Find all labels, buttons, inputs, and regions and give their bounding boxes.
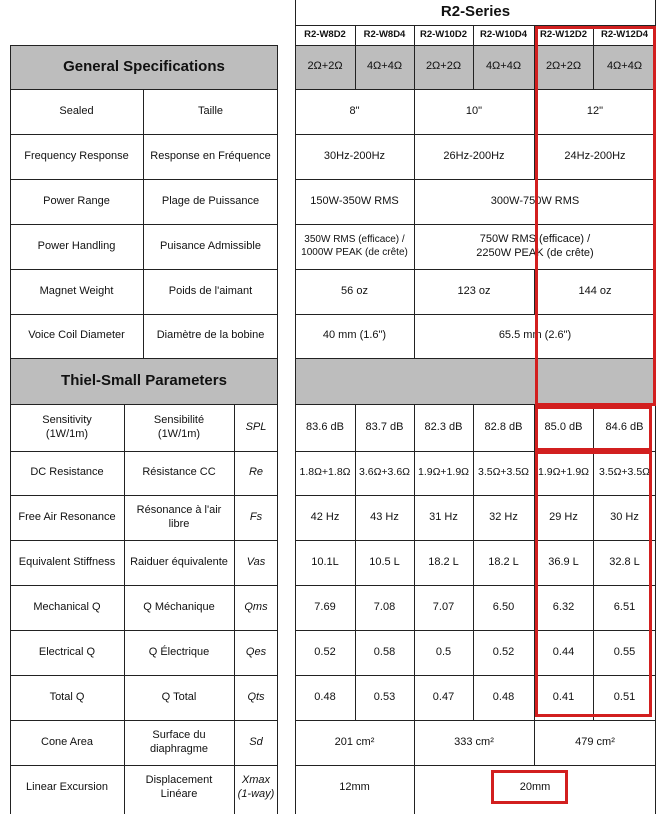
thiele-params-title: Thiel-Small Parameters [61,371,227,389]
thiele-symbol: Qes [245,645,267,658]
param-value: 0.52 [314,645,336,658]
general-label-en: Frequency Response [24,149,129,162]
spec-value: 123 oz [457,284,491,297]
general-label-fr: Puisance Admissible [160,239,261,252]
param-value: 29 Hz [549,510,578,523]
param-value: 32 Hz [489,510,518,523]
spec-value: 12" [586,104,604,117]
param-value: 83.7 dB [365,420,404,433]
param-value: 10.1L [311,555,339,568]
spec-value: 300W-750W RMS [490,194,580,207]
thiele-label-en: Equivalent Stiffness [18,555,116,568]
param-value: 479 cm² [575,735,615,748]
model-impedance: 2Ω+2Ω [545,60,582,73]
thiele-label-en: Linear Excursion [26,780,108,793]
general-label-fr: Response en Fréquence [150,149,271,162]
general-label-fr: Plage de Puissance [161,194,260,207]
param-value: 0.41 [552,690,575,703]
thiele-label-fr: Displacement Linéare [145,773,213,800]
param-value: 18.2 L [488,555,519,568]
param-value: 0.48 [314,690,336,703]
thiele-symbol: Re [248,466,264,479]
model-name: R2-W8D2 [304,29,346,41]
model-name: R2-W10D2 [420,29,467,41]
param-value: 1.9Ω+1.9Ω [417,466,470,479]
param-value: 3.6Ω+3.6Ω [358,466,411,479]
spec-value: 26Hz-200Hz [443,149,505,162]
thiele-label-fr: Raiduer équivalente [130,555,228,568]
param-value: 36.9 L [548,555,579,568]
param-value: 333 cm² [454,735,494,748]
general-label-en: Power Range [43,194,110,207]
thiele-label-fr: Surface du diaphragme [149,728,209,755]
thiele-label-fr: Q Méchanique [143,600,215,613]
model-name: R2-W8D4 [363,29,406,41]
thiele-symbol: Qms [244,600,268,613]
spec-value: 10" [465,104,483,117]
param-value: 10.5 L [369,555,400,568]
param-value: 31 Hz [429,510,458,523]
thiele-symbol: Vas [246,555,266,568]
param-value: 0.52 [492,645,515,658]
param-value: 85.0 dB [544,420,583,433]
param-value: 3.5Ω+3.5Ω [477,466,530,479]
model-name: R2-W10D4 [480,29,527,41]
param-value: 0.51 [613,690,636,703]
spec-value: 150W-350W RMS [310,194,399,207]
param-value: 20mm [519,780,551,793]
spec-value: 30Hz-200Hz [323,149,386,162]
general-label-fr: Diamètre de la bobine [156,329,265,342]
param-value: 0.5 [435,645,452,658]
spec-value: 144 oz [578,284,612,297]
thiele-label-en: Cone Area [41,735,93,748]
param-value: 3.5Ω+3.5Ω [598,466,651,479]
param-value: 0.58 [373,645,396,658]
param-value: 6.32 [552,600,575,613]
model-impedance: 2Ω+2Ω [425,60,462,73]
param-value: 42 Hz [310,510,340,523]
param-value: 82.8 dB [484,420,523,433]
param-value: 0.47 [432,690,455,703]
general-label-en: Sealed [59,104,94,117]
general-label-fr: Poids de l'aimant [168,284,253,297]
thiele-label-en: Electrical Q [38,645,96,658]
param-value: 12mm [339,780,370,793]
param-value: 82.3 dB [424,420,463,433]
spec-value: 65.5 mm (2.6") [498,329,572,342]
model-name: R2-W12D4 [601,29,648,41]
param-value: 7.08 [373,600,396,613]
thiele-symbol: Sd [249,735,263,748]
param-value: 7.69 [314,600,336,613]
spec-value: 750W RMS (efficace) / 2250W PEAK (de crête) [476,232,594,259]
param-value: 1.9Ω+1.9Ω [537,466,590,479]
param-value: 83.6 dB [306,420,344,433]
param-value: 0.55 [613,645,636,658]
thiele-symbol: Qts [247,690,265,703]
thiele-label-en: Free Air Resonance [18,510,116,523]
model-name: R2-W12D2 [540,29,587,41]
thiele-label-fr: Résistance CC [142,466,216,479]
param-value: 32.8 L [609,555,640,568]
highlight-w12-thiele [535,451,652,717]
spec-value: 40 mm (1.6") [322,329,387,342]
model-impedance: 2Ω+2Ω [307,60,343,73]
thiele-label-fr: Q Électrique [148,645,210,658]
param-value: 30 Hz [610,510,639,523]
thiele-label-en: DC Resistance [30,466,104,479]
spec-value: 8" [349,104,360,117]
param-value: 84.6 dB [605,420,644,433]
general-label-en: Magnet Weight [39,284,114,297]
param-value: 43 Hz [370,510,399,523]
spec-value: 56 oz [341,284,368,297]
thiele-label-fr: Résonance à l'air libre [136,503,222,530]
param-value: 7.07 [432,600,455,613]
param-value: 0.44 [552,645,575,658]
thiele-label-en: Total Q [49,690,85,703]
thiele-label-fr: Q Total [161,690,197,703]
general-specs-title: General Specifications [63,57,225,75]
spec-value: 350W RMS (efficace) / 1000W PEAK (de crête) [301,234,408,258]
param-value: 0.48 [492,690,515,703]
spec-value: 24Hz-200Hz [564,149,626,162]
highlight-w12-sensitivity [535,406,652,451]
param-value: 6.51 [613,600,636,613]
highlight-w12-general [535,26,656,406]
thiele-label-en: Sensitivity (1W/1m) [42,413,92,440]
param-value: 1.8Ω+1.8Ω [299,466,351,479]
thiele-symbol: Fs [249,510,263,523]
thiele-label-fr: Sensibilité (1W/1m) [153,413,205,440]
param-value: 0.53 [373,690,396,703]
param-value: 6.50 [492,600,515,613]
highlight-xmax-20mm [491,770,568,804]
thiele-label-en: Mechanical Q [33,600,101,613]
general-label-fr: Taille [197,104,224,117]
model-impedance: 4Ω+4Ω [366,60,403,73]
thiele-symbol: SPL [245,420,267,433]
general-label-en: Power Handling [37,239,116,252]
general-label-en: Voice Coil Diameter [28,329,125,342]
param-value: 18.2 L [428,555,459,568]
param-value: 201 cm² [334,735,375,748]
thiele-symbol: Xmax (1-way) [237,773,275,800]
series-title: R2-Series [440,3,511,21]
model-impedance: 4Ω+4Ω [485,60,522,73]
model-impedance: 4Ω+4Ω [606,60,643,73]
